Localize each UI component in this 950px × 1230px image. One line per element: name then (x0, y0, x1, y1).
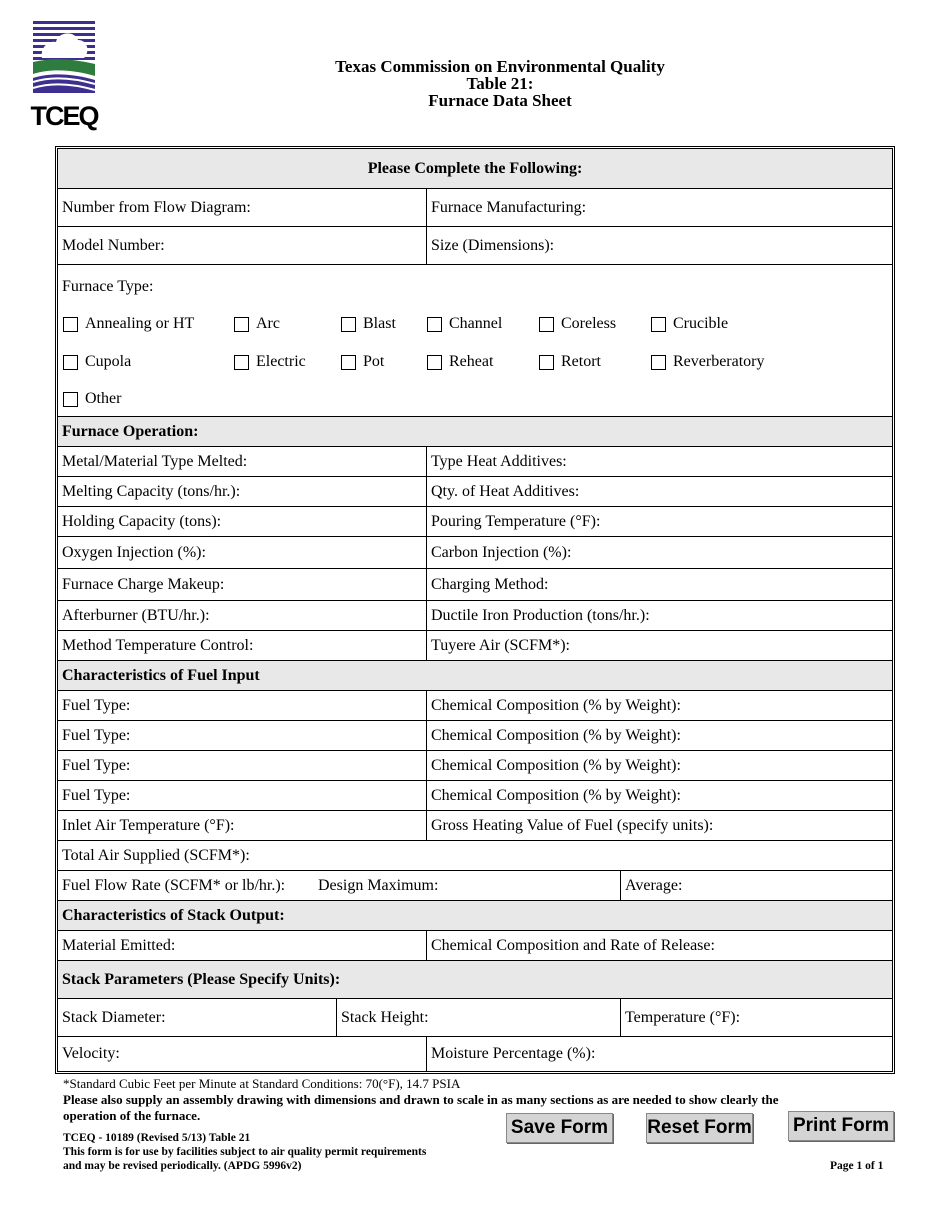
furnace-operation-heading: Furnace Operation: (62, 422, 199, 440)
melting-capacity-field[interactable]: Melting Capacity (tons/hr.): (62, 482, 241, 500)
checkbox-other[interactable]: Other (63, 390, 121, 408)
form-row (58, 691, 892, 721)
fuel-type-field[interactable]: Fuel Type: (62, 696, 131, 714)
fuel-type-field[interactable]: Fuel Type: (62, 726, 131, 744)
checkbox-icon (341, 317, 356, 332)
form-row (58, 841, 892, 871)
usage-note-cont: and may be revised periodically. (APDG 5996v2) (63, 1160, 302, 1172)
logo-text: TCEQ (30, 101, 98, 131)
form-row (58, 751, 892, 781)
stack-output-heading: Characteristics of Stack Output: (62, 906, 285, 924)
furnace-manufacturing-field[interactable]: Furnace Manufacturing: (426, 189, 892, 226)
form-row (58, 537, 892, 569)
form-row (58, 477, 892, 507)
form-row (58, 227, 892, 265)
tuyere-air-field[interactable]: Tuyere Air (SCFM*): (426, 631, 892, 660)
heat-additives-qty-field[interactable]: Qty. of Heat Additives: (426, 477, 892, 506)
fuel-type-field[interactable]: Fuel Type: (62, 786, 131, 804)
chemical-composition-field[interactable]: Chemical Composition (% by Weight): (426, 751, 892, 780)
holding-capacity-field[interactable]: Holding Capacity (tons): (62, 512, 222, 530)
checkbox-pot[interactable]: Pot (341, 353, 384, 371)
print-form-button[interactable]: Print Form (788, 1111, 894, 1141)
stack-height-field[interactable]: Stack Height: (336, 999, 620, 1036)
furnace-type-section (58, 265, 892, 417)
stack-temperature-field[interactable]: Temperature (°F): (620, 999, 892, 1036)
checkbox-cupola[interactable]: Cupola (63, 353, 131, 371)
method-temperature-control-field[interactable]: Method Temperature Control: (62, 636, 254, 654)
document-header (0, 58, 950, 109)
form-row (58, 1037, 892, 1071)
chemical-composition-field[interactable]: Chemical Composition (% by Weight): (426, 781, 892, 810)
checkbox-icon (234, 355, 249, 370)
furnace-charge-makeup-field[interactable]: Furnace Charge Makeup: (62, 575, 225, 593)
fuel-input-heading: Characteristics of Fuel Input (62, 666, 260, 684)
checkbox-annealing[interactable]: Annealing or HT (63, 315, 194, 333)
velocity-field[interactable]: Velocity: (62, 1045, 120, 1062)
reset-form-button[interactable]: Reset Form (646, 1113, 753, 1143)
average-field[interactable]: Average: (620, 871, 892, 900)
checkbox-arc[interactable]: Arc (234, 315, 280, 333)
gross-heating-value-field[interactable]: Gross Heating Value of Fuel (specify units): (426, 811, 892, 840)
pouring-temperature-field[interactable]: Pouring Temperature (°F): (426, 507, 892, 536)
material-emitted-field[interactable]: Material Emitted: (62, 936, 176, 954)
checkbox-icon (63, 317, 78, 332)
fuel-type-field[interactable]: Fuel Type: (62, 756, 131, 774)
model-number-field[interactable]: Model Number: (62, 236, 165, 254)
form-row (58, 447, 892, 477)
inlet-air-temperature-field[interactable]: Inlet Air Temperature (°F): (62, 816, 235, 834)
oxygen-injection-field[interactable]: Oxygen Injection (%): (62, 543, 206, 561)
checkbox-icon (63, 355, 78, 370)
ductile-iron-production-field[interactable]: Ductile Iron Production (tons/hr.): (426, 601, 892, 630)
furnace-data-form (55, 146, 895, 1074)
form-title-row (58, 149, 892, 189)
heat-additives-type-field[interactable]: Type Heat Additives: (426, 447, 892, 476)
checkbox-icon (341, 355, 356, 370)
form-row (58, 931, 892, 961)
stack-diameter-field[interactable]: Stack Diameter: (62, 1008, 166, 1026)
checkbox-icon (427, 317, 442, 332)
design-maximum-field[interactable]: Design Maximum: (318, 876, 439, 894)
form-row (58, 871, 892, 901)
checkbox-icon (63, 392, 78, 407)
usage-note: This form is for use by facilities subject to air quality permit requirements (63, 1146, 427, 1158)
furnace-type-label: Furnace Type: (62, 278, 154, 295)
checkbox-electric[interactable]: Electric (234, 353, 306, 371)
form-row (58, 631, 892, 661)
moisture-percentage-field[interactable]: Moisture Percentage (%): (426, 1037, 892, 1071)
save-form-button[interactable]: Save Form (506, 1113, 613, 1143)
checkbox-icon (539, 355, 554, 370)
footnote-scfm: *Standard Cubic Feet per Minute at Standard Conditions: 70(°F), 14.7 PSIA (63, 1076, 461, 1091)
form-row (58, 189, 892, 227)
section-heading-row (58, 961, 892, 999)
size-dimensions-field[interactable]: Size (Dimensions): (426, 227, 892, 264)
form-id: TCEQ - 10189 (Revised 5/13) Table 21 (63, 1132, 251, 1144)
checkbox-reverberatory[interactable]: Reverberatory (651, 353, 765, 371)
checkbox-blast[interactable]: Blast (341, 315, 396, 333)
charging-method-field[interactable]: Charging Method: (426, 569, 892, 600)
number-from-flow-diagram-field[interactable]: Number from Flow Diagram: (62, 198, 251, 216)
section-heading-row (58, 417, 892, 447)
checkbox-reheat[interactable]: Reheat (427, 353, 493, 371)
assembly-drawing-note-cont: operation of the furnace. (63, 1108, 201, 1123)
checkbox-crucible[interactable]: Crucible (651, 315, 728, 333)
document-title: Furnace Data Sheet (428, 91, 572, 110)
checkbox-icon (651, 355, 666, 370)
form-row (58, 811, 892, 841)
chemical-composition-field[interactable]: Chemical Composition (% by Weight): (426, 721, 892, 750)
checkbox-coreless[interactable]: Coreless (539, 315, 616, 333)
carbon-injection-field[interactable]: Carbon Injection (%): (426, 537, 892, 568)
form-title: Please Complete the Following: (367, 159, 583, 177)
assembly-drawing-note: Please also supply an assembly drawing with dimensions and drawn to scale in as many sections as are needed to show clearly the (63, 1092, 779, 1107)
fuel-flow-rate-label: Fuel Flow Rate (SCFM* or lb/hr.): (62, 876, 286, 894)
form-row (58, 569, 892, 601)
chemical-composition-release-field[interactable]: Chemical Composition and Rate of Release: (426, 931, 892, 960)
checkbox-icon (539, 317, 554, 332)
page-number: Page 1 of 1 (830, 1160, 884, 1172)
stack-parameters-heading: Stack Parameters (Please Specify Units): (62, 970, 341, 988)
total-air-supplied-field[interactable]: Total Air Supplied (SCFM*): (62, 846, 250, 864)
checkbox-icon (234, 317, 249, 332)
checkbox-icon (651, 317, 666, 332)
agency-name: Texas Commission on Environmental Quality (335, 57, 665, 76)
form-row (58, 601, 892, 631)
form-row (58, 721, 892, 751)
form-row (58, 781, 892, 811)
table-number: Table 21: (466, 74, 534, 93)
checkbox-icon (427, 355, 442, 370)
form-row (58, 507, 892, 537)
section-heading-row (58, 901, 892, 931)
form-row (58, 999, 892, 1037)
chemical-composition-field[interactable]: Chemical Composition (% by Weight): (426, 691, 892, 720)
metal-type-field[interactable]: Metal/Material Type Melted: (62, 452, 248, 470)
checkbox-retort[interactable]: Retort (539, 353, 601, 371)
section-heading-row (58, 661, 892, 691)
checkbox-channel[interactable]: Channel (427, 315, 502, 333)
afterburner-field[interactable]: Afterburner (BTU/hr.): (62, 606, 210, 624)
